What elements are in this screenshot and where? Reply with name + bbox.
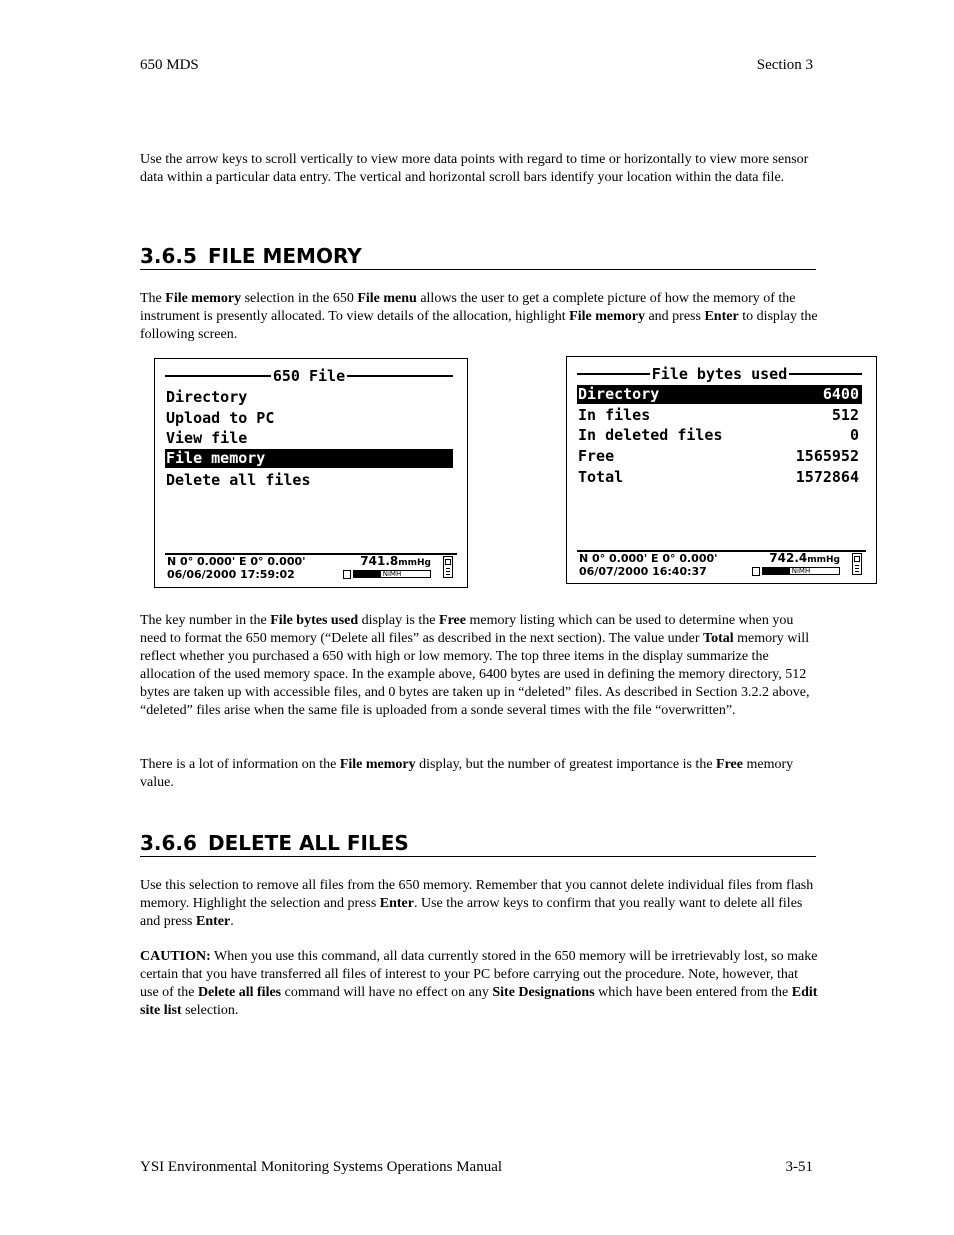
section-number: 3.6.5 — [140, 244, 197, 268]
status-bar — [577, 550, 866, 578]
file-memory-paragraph-2: The key number in the File bytes used display is the Free memory listing which can be used to determine when you need to format the 650 memory (“Delete all files” as described in the next section). The value under Total memory will reflect whether you purchased a 650 with high or low memory. The top three items in the display summarize the allocation of the used memory space. In the example above, 6400 bytes are used in defining the memory directory, 512 bytes are taken up with accessible files, and 0 bytes are taken up in “deleted” files. As described in Section 3.2.2 above, “deleted” files arise when the same file is uploaded from a sonde several times with the file “overwritten”. — [140, 613, 810, 718]
battery-bar — [353, 570, 431, 578]
bytes-row-in-deleted-files[interactable]: In deleted files 0 — [578, 426, 859, 444]
intro-paragraph: Use the arrow keys to scroll vertically to view more data points with regard to time or horizontally to view more sensor data within a particular data entry. The vertical and horizontal scroll bars identify your location within the data file. — [140, 152, 809, 185]
battery-icon — [752, 566, 840, 576]
header-left: 650 MDS — [140, 57, 199, 73]
status-bar — [165, 553, 457, 581]
battery-label: NiMH — [382, 570, 402, 578]
bytes-row-free[interactable]: Free 1565952 — [578, 447, 859, 465]
pressure-readout: 742.4mmHg — [769, 551, 840, 565]
battery-bar — [762, 567, 840, 575]
screen-file-bytes-used — [566, 356, 877, 584]
bytes-row-in-files[interactable]: In files 512 — [578, 406, 859, 424]
delete-files-paragraph-1: Use this selection to remove all files from the 650 memory. Remember that you cannot delete individual files from flash memory. Highlight the selection and press Enter. Use the arrow keys to confirm that you really want to delete all files and press Enter. — [140, 878, 814, 929]
pressure-readout: 741.8mmHg — [360, 554, 431, 568]
screen-title-bar — [577, 365, 862, 383]
screen-650-file-menu — [154, 358, 468, 588]
screen-title-bar — [165, 367, 453, 385]
file-memory-paragraph-1: The File memory selection in the 650 File menu allows the user to get a complete picture of how the memory of the instrument is presently allocated. To view details of the allocation, highlight File memory and press Enter to display the following screen. — [140, 291, 818, 342]
gps-readout: N 0° 0.000' E 0° 0.000' — [579, 552, 718, 565]
screen-title: 650 File — [272, 367, 346, 385]
caution-paragraph: CAUTION: When you use this command, all data currently stored in the 650 memory will be irretrievably lost, so make certain that you have transferred all files of interest to your PC before carrying out the procedure. Note, however, that use of the Delete all files command will have no effect on any Site Designations which have been entered from the Edit site list selection. — [140, 949, 818, 1018]
bytes-row-directory[interactable]: Directory 6400 — [577, 385, 862, 404]
battery-fill — [354, 571, 381, 577]
menu-item-view-file[interactable]: View file — [166, 429, 248, 447]
menu-item-delete-all-files[interactable]: Delete all files — [166, 471, 311, 489]
section-title: DELETE ALL FILES — [208, 831, 409, 855]
datetime-readout: 06/07/2000 16:40:37 — [579, 565, 707, 578]
menu-item-file-memory[interactable]: File memory — [165, 449, 453, 468]
battery-fill — [763, 568, 790, 574]
bytes-row-total[interactable]: Total 1572864 — [578, 468, 859, 486]
header-right: Section 3 — [756, 57, 813, 73]
footer-page-number: 3-51 — [785, 1159, 813, 1175]
datetime-readout: 06/06/2000 17:59:02 — [167, 568, 295, 581]
power-plug-icon — [752, 567, 760, 576]
battery-icon — [343, 569, 431, 579]
screen-title: File bytes used — [651, 365, 788, 383]
menu-item-upload-to-pc[interactable]: Upload to PC — [166, 409, 275, 427]
gps-readout: N 0° 0.000' E 0° 0.000' — [167, 555, 306, 568]
handheld-device-icon — [852, 553, 862, 575]
power-plug-icon — [343, 570, 351, 579]
section-title: FILE MEMORY — [208, 244, 362, 268]
section-heading-delete-all-files — [140, 830, 816, 857]
section-number: 3.6.6 — [140, 831, 197, 855]
handheld-device-icon — [443, 556, 453, 578]
file-memory-paragraph-3: There is a lot of information on the File memory display, but the number of greatest importance is the Free memory value. — [140, 757, 794, 790]
menu-item-directory[interactable]: Directory — [166, 388, 248, 406]
section-heading-file-memory — [140, 243, 816, 270]
footer-left: YSI Environmental Monitoring Systems Operations Manual — [140, 1159, 503, 1175]
battery-label: NiMH — [791, 567, 811, 575]
